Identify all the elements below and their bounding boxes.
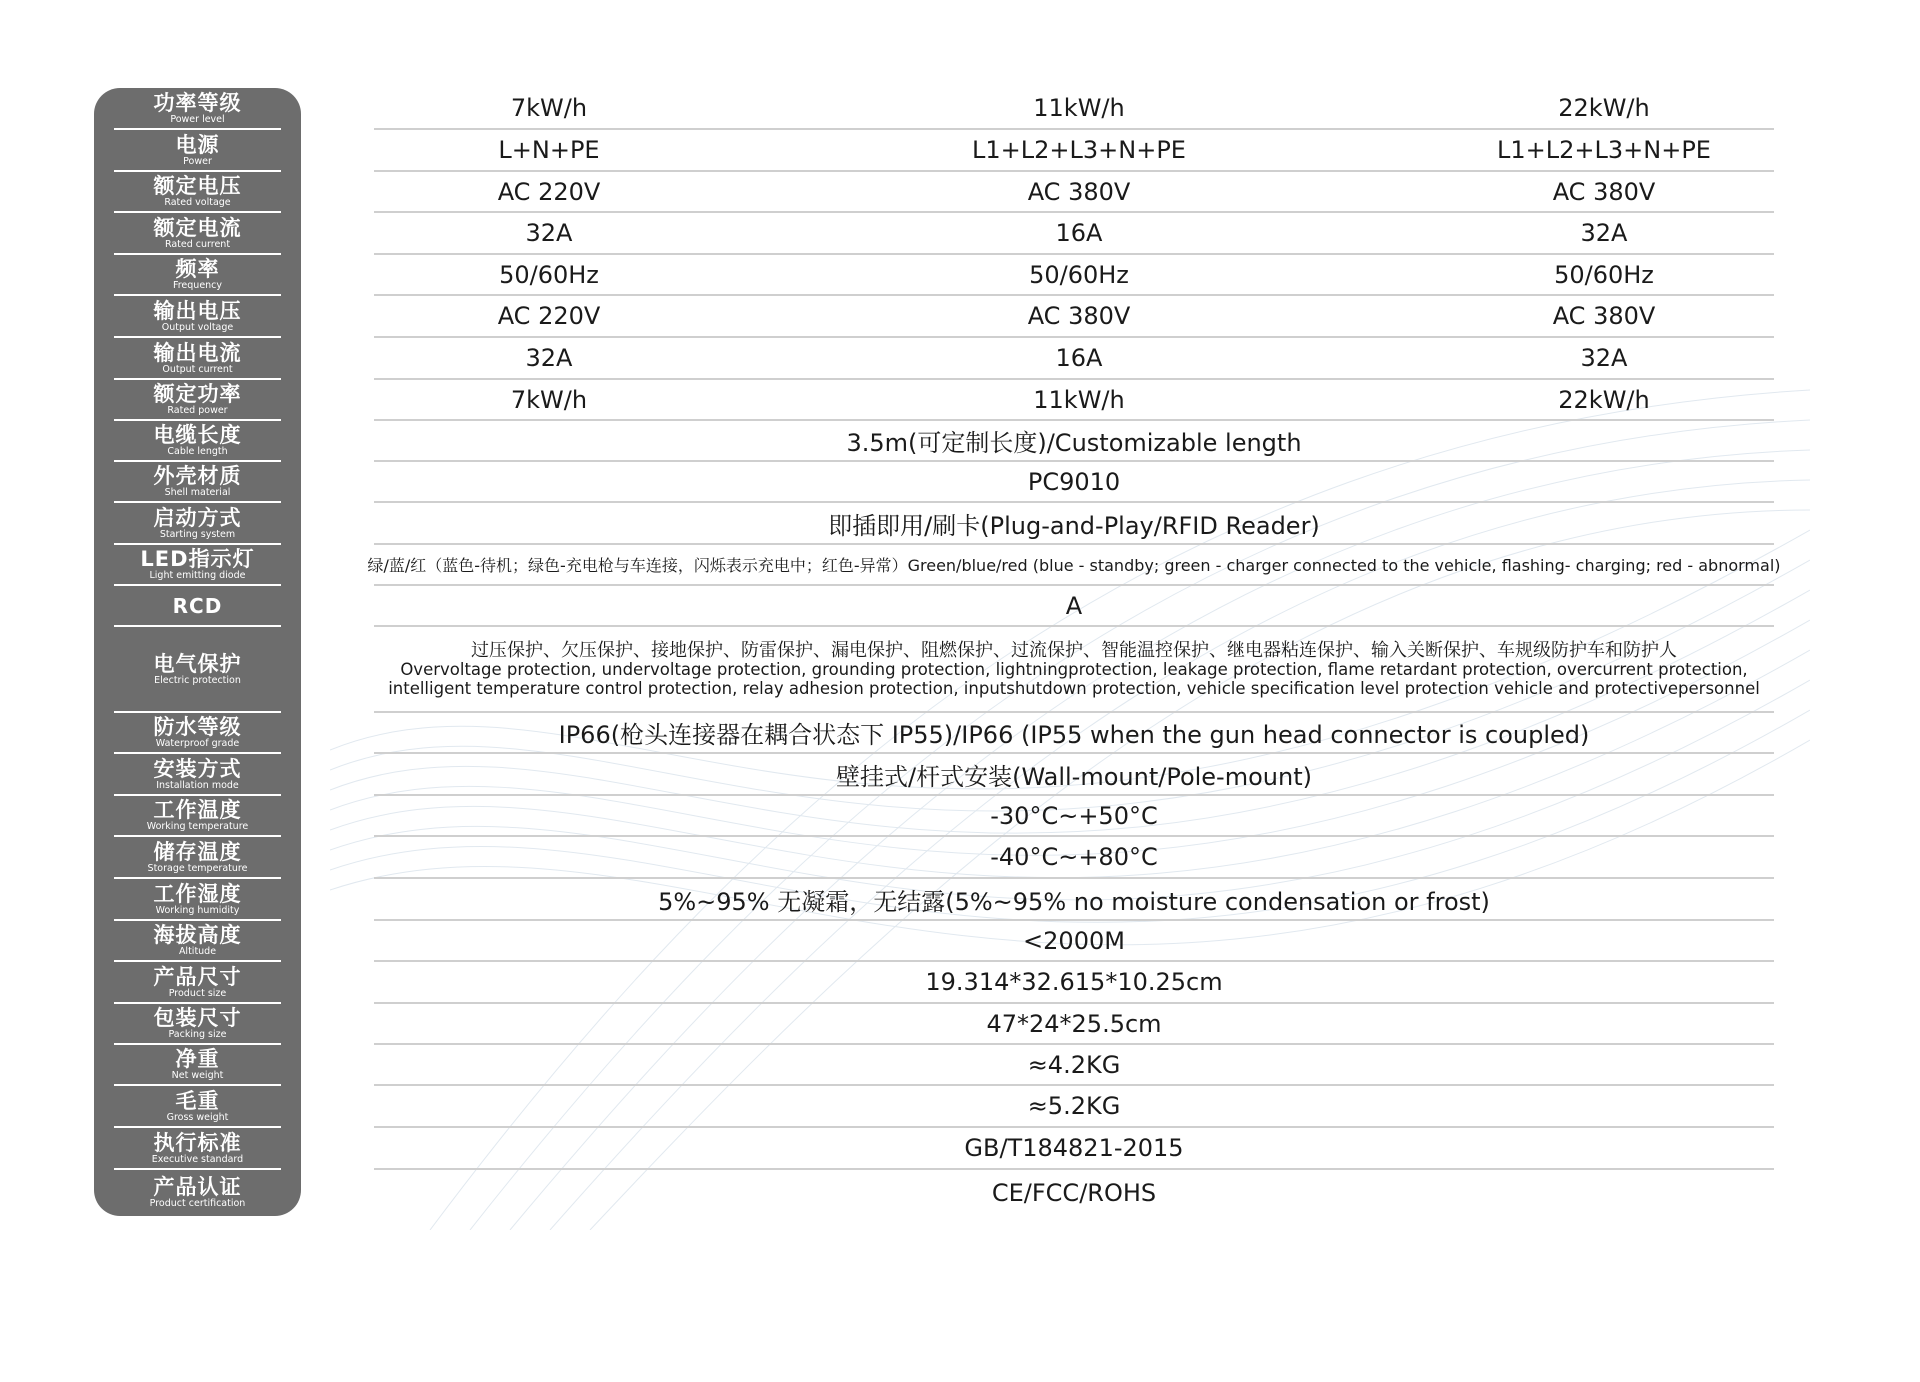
spec-label-zh: 额定功率 <box>153 382 242 406</box>
spec-value-line: 过压保护、欠压保护、接地保护、防雷保护、漏电保护、阻燃保护、过流保护、智能温控保护、继电器粘连保护、输入关断保护、车规级防护车和防护人 <box>471 639 1677 661</box>
spec-label-zh: 额定电压 <box>153 174 242 198</box>
spec-row <box>374 713 1774 754</box>
spec-label <box>114 1128 281 1170</box>
spec-label-zh: 额定电流 <box>153 215 242 240</box>
spec-label-en: Installation mode <box>156 779 239 791</box>
spec-label <box>114 130 281 172</box>
spec-value-line: intelligent temperature control protection, relay adhesion protection, inputshutdown protection, vehicle specification level protection vehicle and protectivepersonnel <box>388 678 1760 698</box>
spec-label-zh: 启动方式 <box>153 505 242 530</box>
spec-label <box>114 921 281 962</box>
spec-value: 32A <box>525 219 573 247</box>
spec-label <box>114 1045 281 1086</box>
spec-label-zh: 毛重 <box>175 1088 220 1113</box>
spec-row <box>374 879 1774 921</box>
spec-row <box>374 1170 1774 1215</box>
spec-value: 22kW/h <box>1558 385 1650 414</box>
spec-label-en: Packing size <box>168 1029 227 1040</box>
spec-value: 22kW/h <box>1558 94 1650 122</box>
spec-row <box>374 1128 1774 1170</box>
spec-row <box>374 586 1774 627</box>
spec-value: L1+L2+L3+N+PE <box>972 136 1186 164</box>
spec-row <box>374 962 1774 1004</box>
spec-row <box>374 172 1774 213</box>
spec-value: 3.5m(可定制长度)/Customizable length <box>846 429 1302 457</box>
spec-row <box>374 380 1774 421</box>
spec-label-en: Altitude <box>178 946 217 957</box>
spec-value: CE/FCC/ROHS <box>991 1178 1157 1207</box>
spec-value: 即插即用/刷卡(Plug-and-Play/RFID Reader) <box>828 511 1320 540</box>
spec-label-zh: 工作湿度 <box>153 881 242 906</box>
spec-value: 47*24*25.5cm <box>986 1009 1162 1038</box>
spec-label <box>114 1086 281 1128</box>
spec-row <box>374 503 1774 545</box>
spec-row <box>367 545 1781 586</box>
spec-value: 绿/蓝/红（蓝色-待机；绿色-充电枪与车连接，闪烁表示充电中；红色-异常）Green/blue/red (blue - standby; green - charger connected to the vehicle, flashing- charging; red - abnormal) <box>367 556 1781 575</box>
spec-value: 11kW/h <box>1033 94 1125 122</box>
spec-label-en: Working humidity <box>155 904 240 916</box>
spec-label-zh: 频率 <box>175 257 220 281</box>
spec-label-en: Working temperature <box>146 821 249 832</box>
spec-label-zh: 外壳材质 <box>153 464 242 488</box>
spec-label-en: Rated voltage <box>164 197 231 208</box>
spec-label-en: Waterproof grade <box>155 738 240 749</box>
spec-label-zh: 包装尺寸 <box>153 1006 242 1030</box>
spec-label-en: Net weight <box>171 1070 224 1081</box>
spec-row <box>374 1004 1774 1045</box>
spec-value: 16A <box>1055 344 1103 372</box>
spec-label-zh: 执行标准 <box>153 1130 242 1155</box>
spec-label-zh: 工作温度 <box>153 798 242 822</box>
spec-label-en: Electric protection <box>154 674 241 686</box>
spec-label <box>114 627 281 713</box>
spec-label-en: Power level <box>170 113 225 125</box>
spec-label-en: Power <box>183 155 212 167</box>
spec-value: 5%~95% 无凝霜，无结露(5%~95% no moisture condensation or frost) <box>658 887 1490 916</box>
spec-label-en: Output voltage <box>161 321 234 333</box>
spec-label-en: Executive standard <box>151 1153 244 1165</box>
spec-row <box>374 1086 1774 1128</box>
spec-value: 11kW/h <box>1033 385 1125 414</box>
spec-value: 32A <box>1580 219 1628 247</box>
spec-label <box>114 1170 281 1215</box>
spec-row <box>374 921 1774 962</box>
spec-label-zh: 产品认证 <box>153 1175 242 1199</box>
spec-row <box>374 296 1774 338</box>
spec-row <box>374 627 1774 713</box>
spec-value: IP66(枪头连接器在耦合状态下 IP55)/IP66 (IP55 when the gun head connector is coupled) <box>558 721 1590 749</box>
spec-value: GB/T184821-2015 <box>964 1134 1184 1162</box>
spec-row <box>374 1045 1774 1086</box>
spec-value: AC 220V <box>497 302 601 330</box>
spec-value: AC 380V <box>1552 177 1656 206</box>
spec-value: AC 380V <box>1552 302 1656 330</box>
spec-label-zh: 输出电压 <box>153 298 242 323</box>
spec-table <box>367 88 1781 1216</box>
spec-label <box>114 213 281 255</box>
spec-label-zh: 功率等级 <box>153 90 242 115</box>
spec-value: 50/60Hz <box>1029 260 1129 289</box>
spec-row <box>374 754 1774 796</box>
spec-value: 32A <box>1580 344 1628 372</box>
spec-value: AC 380V <box>1027 302 1131 330</box>
spec-value: 50/60Hz <box>1554 260 1654 289</box>
spec-value: 16A <box>1055 219 1103 247</box>
spec-label-en: Starting system <box>159 528 236 540</box>
spec-label-zh: 储存温度 <box>153 839 242 864</box>
spec-value: A <box>1065 591 1083 620</box>
spec-label <box>114 837 281 879</box>
spec-value: -30°C~+50°C <box>990 801 1158 830</box>
spec-value: 50/60Hz <box>499 260 599 289</box>
spec-value: -40°C~+80°C <box>990 843 1158 871</box>
spec-label-en: Storage temperature <box>147 862 248 874</box>
spec-label <box>114 88 281 130</box>
spec-label <box>114 338 281 380</box>
spec-label-zh: 安装方式 <box>153 756 242 781</box>
spec-label-en: Cable length <box>167 446 228 457</box>
spec-value: AC 380V <box>1027 177 1131 206</box>
spec-label <box>114 421 281 462</box>
spec-label <box>114 296 281 338</box>
spec-label-zh: RCD <box>172 593 223 618</box>
spec-label-zh: 输出电流 <box>153 340 242 365</box>
spec-row <box>374 213 1774 255</box>
spec-label <box>114 713 281 754</box>
spec-value: PC9010 <box>1027 467 1121 496</box>
spec-label-zh: 产品尺寸 <box>153 964 242 989</box>
spec-value: ≈5.2KG <box>1027 1092 1121 1120</box>
spec-label <box>114 545 281 586</box>
spec-label-en: Light emitting diode <box>149 570 246 581</box>
spec-label-en: Output current <box>162 363 233 375</box>
spec-value: L1+L2+L3+N+PE <box>1497 136 1711 164</box>
spec-label <box>114 380 281 421</box>
spec-label <box>114 754 281 796</box>
spec-value-line: Overvoltage protection, undervoltage protection, grounding protection, lightningprotection, leakage protection, flame retardant protection, overcurrent protection, <box>400 659 1748 679</box>
spec-value: 壁挂式/杆式安装(Wall-mount/Pole-mount) <box>836 762 1312 791</box>
spec-row <box>374 462 1774 503</box>
spec-label <box>114 172 281 213</box>
spec-label-en: Rated current <box>164 238 231 250</box>
spec-value: <2000M <box>1023 926 1125 955</box>
spec-label-zh: 电源 <box>175 132 220 157</box>
spec-label-en: Product certification <box>149 1198 246 1209</box>
spec-label-zh: LED指示灯 <box>140 547 255 571</box>
spec-row <box>374 796 1774 837</box>
spec-value: 19.314*32.615*10.25cm <box>925 968 1223 996</box>
spec-row <box>374 130 1774 172</box>
spec-label <box>114 462 281 503</box>
spec-label-zh: 净重 <box>175 1047 220 1071</box>
spec-label-en: Product size <box>168 987 227 999</box>
spec-label-en: Gross weight <box>166 1111 229 1123</box>
spec-row <box>374 255 1774 296</box>
spec-label-sidebar <box>94 88 301 1216</box>
spec-value-multiline <box>374 627 1774 711</box>
spec-label-zh: 海拔高度 <box>153 923 242 947</box>
spec-label-zh: 电气保护 <box>153 651 242 676</box>
spec-row <box>374 837 1774 879</box>
spec-value: 7kW/h <box>510 385 588 414</box>
spec-row <box>374 421 1774 462</box>
spec-label-en: Shell material <box>164 487 231 498</box>
spec-label <box>114 962 281 1004</box>
spec-label <box>114 586 281 627</box>
spec-label <box>114 1004 281 1045</box>
spec-value: 32A <box>525 344 573 372</box>
spec-row <box>374 88 1774 130</box>
spec-label-zh: 防水等级 <box>153 715 242 739</box>
spec-value: AC 220V <box>497 177 601 206</box>
spec-label-en: Frequency <box>172 280 223 291</box>
spec-label <box>114 255 281 296</box>
spec-value: 7kW/h <box>510 94 588 122</box>
spec-label <box>114 879 281 921</box>
spec-row <box>374 338 1774 380</box>
spec-value: L+N+PE <box>498 136 600 164</box>
spec-value: ≈4.2KG <box>1027 1050 1121 1079</box>
spec-label <box>114 796 281 837</box>
spec-label-en: Rated power <box>167 405 228 416</box>
spec-label-zh: 电缆长度 <box>153 423 242 447</box>
spec-label <box>114 503 281 545</box>
